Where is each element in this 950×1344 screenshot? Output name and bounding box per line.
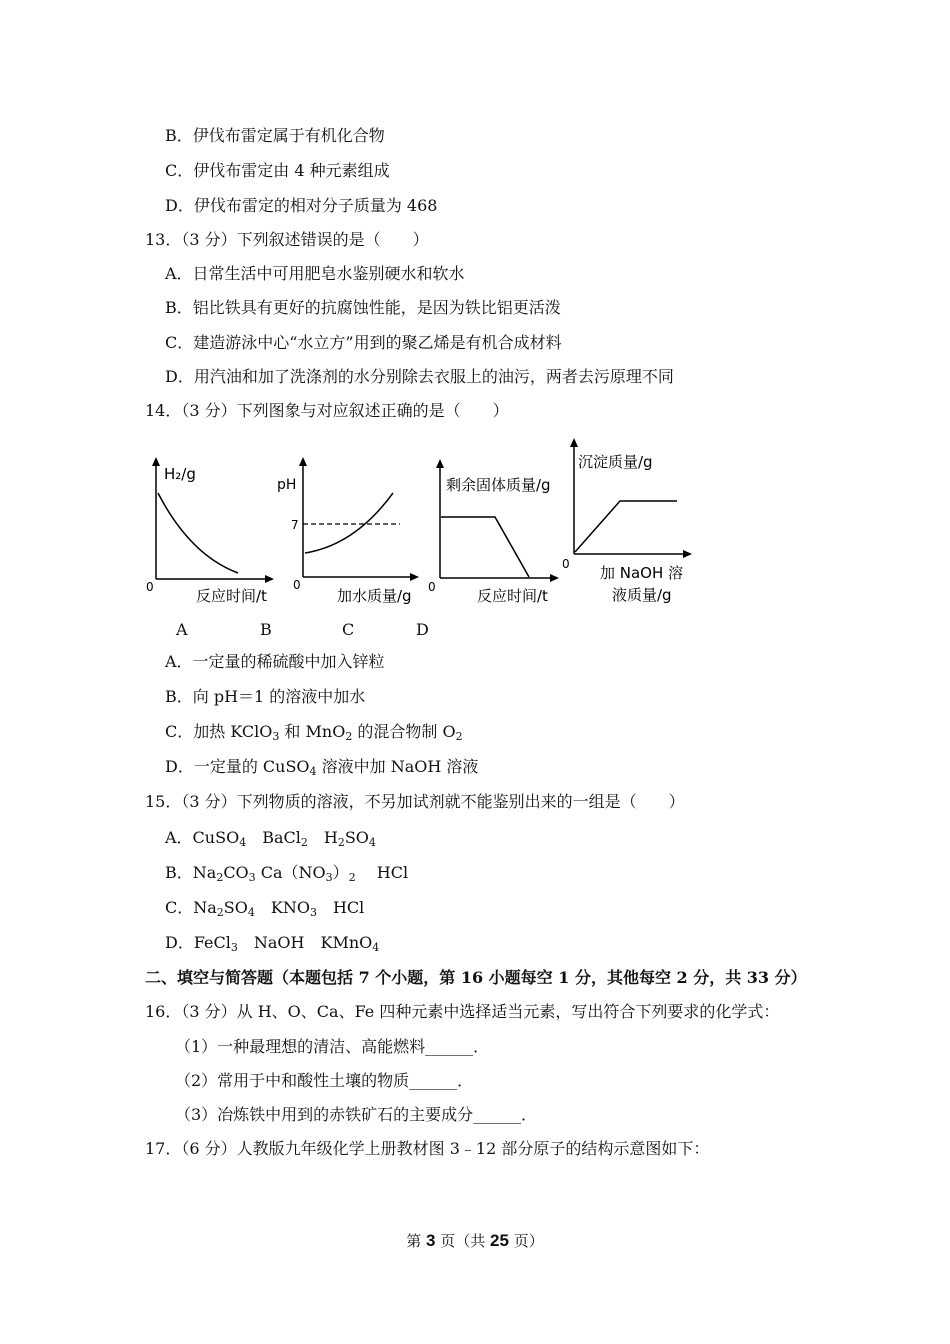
graph-letter-a: A [176, 620, 188, 639]
q13-stem: 13．（3 分）下列叙述错误的是（ ） [145, 230, 429, 249]
graph-d-ylabel: 沉淀质量/g [578, 453, 653, 471]
q13-option-a: A．日常生活中可用肥皂水鉴别硬水和软水 [165, 264, 465, 283]
q14-option-b: B．向 pH＝1 的溶液中加水 [165, 687, 366, 706]
graph-letter-d: D [416, 620, 429, 639]
q12-option-c: C．伊伐布雷定由 4 种元素组成 [165, 161, 390, 180]
q12-option-b: B．伊伐布雷定属于有机化合物 [165, 126, 385, 145]
graph-d-origin: 0 [562, 557, 570, 571]
q14-option-c: C．加热 KClO$_3$ 和 MnO$_2$ 的混合物制 $O_2$ [165, 722, 463, 743]
graph-b [277, 455, 425, 610]
graph-b-origin: 0 [293, 578, 301, 592]
q15-option-b: B．$Na_2CO_3$ $Ca(NO_3)_2$ HCl [165, 863, 409, 884]
q14-option-a: A．一定量的稀硫酸中加入锌粒 [165, 652, 385, 671]
section-2-heading: 二、填空与简答题（本题包括 7 个小题，第 16 小题每空 1 分，其他每空 2 分，共 33 分） [145, 968, 807, 987]
graph-b-xlabel: 加水质量/g [337, 587, 412, 605]
graph-c-ylabel: 剩余固体质量/g [446, 476, 551, 494]
graph-c-xlabel: 反应时间/t [477, 587, 548, 605]
graph-a-ylabel: H₂/g [164, 465, 196, 483]
q15-option-d: D．FeCl$_3$ NaOH KMnO$_4$ [165, 933, 380, 954]
graph-d [560, 432, 700, 607]
graph-c-origin: 0 [428, 580, 436, 594]
q16-sub-2: （2）常用于中和酸性土壤的物质______． [175, 1071, 474, 1090]
q13-option-c: C．建造游泳中心“水立方”用到的聚乙烯是有机合成材料 [165, 333, 562, 352]
q15-option-a: A．CuSO$_4$ BaCl$_2$ $H_2SO_4$ [165, 828, 376, 849]
q12-option-d: D．伊伐布雷定的相对分子质量为 468 [165, 196, 438, 215]
q15-option-c: C．$Na_2SO_4$ $KNO_3$ HCl [165, 898, 365, 919]
q16-sub-3: （3）冶炼铁中用到的赤铁矿石的主要成分______． [175, 1105, 538, 1124]
q16-sub-1: （1）一种最理想的清洁、高能燃料______． [175, 1037, 490, 1056]
graph-a [140, 455, 275, 610]
q13-option-d: D．用汽油和加了洗涤剂的水分别除去衣服上的油污，两者去污原理不同 [165, 367, 674, 386]
q13-option-b: B．铝比铁具有更好的抗腐蚀性能，是因为铁比铝更活泼 [165, 298, 561, 317]
q17-stem: 17．（6 分）人教版九年级化学上册教材图 3﹣12 部分原子的结构示意图如下： [145, 1139, 710, 1158]
graph-b-ylabel: pH [277, 477, 297, 493]
graph-b-tick-7: 7 [291, 518, 299, 532]
page-number: 3 [426, 1231, 436, 1250]
page-total: 25 [490, 1231, 509, 1250]
graph-d-xlabel-line1: 加 NaOH 溶 [600, 564, 684, 582]
graph-d-xlabel-line2: 液质量/g [612, 586, 672, 604]
graph-letter-c: C [342, 620, 355, 639]
q14-option-d: D．一定量的 CuSO$_4$ 溶液中加 NaOH 溶液 [165, 757, 479, 778]
q16-stem: 16．（3 分）从 H、O、Ca、Fe 四种元素中选择适当元素，写出符合下列要求的化学式： [145, 1002, 780, 1021]
page-footer: 第 3 页（共 25 页） [406, 1231, 544, 1250]
q15-stem: 15．（3 分）下列物质的溶液，不另加试剂就不能鉴别出来的一组是（ ） [145, 792, 685, 811]
q14-stem: 14．（3 分）下列图象与对应叙述正确的是（ ） [145, 401, 509, 420]
graph-a-origin: 0 [146, 580, 154, 594]
graph-letter-b: B [260, 620, 272, 639]
graph-a-xlabel: 反应时间/t [196, 587, 267, 605]
graph-c [425, 455, 570, 610]
